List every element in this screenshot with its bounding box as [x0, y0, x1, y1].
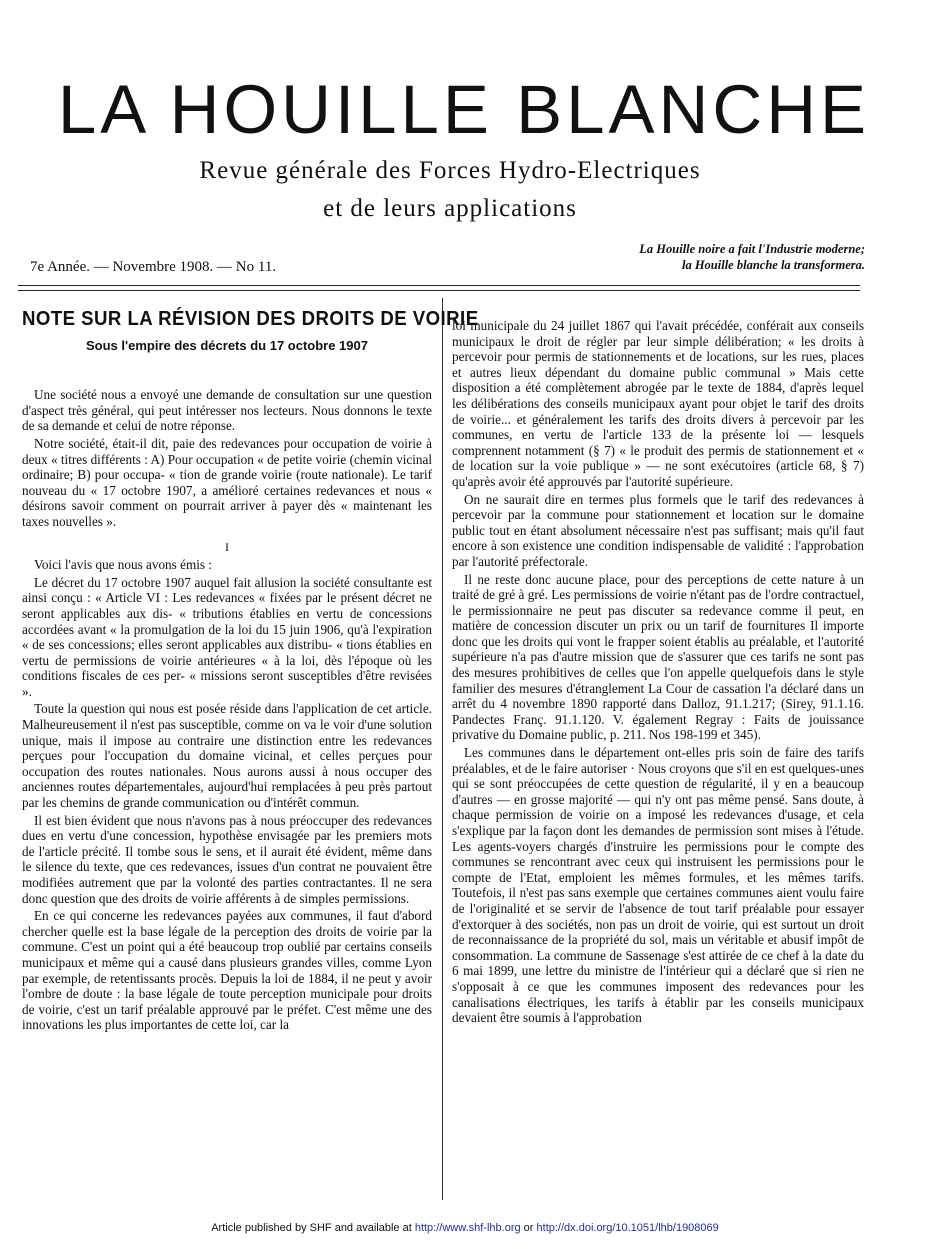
footer-link-doi[interactable]: http://dx.doi.org/10.1051/lhb/1908069: [536, 1222, 719, 1234]
header-rule-bottom: [18, 290, 860, 291]
paragraph: Les communes dans le département ont-elles pris soin de faire des tarifs préalables, et de le faire autoriser · Nous croyons que s'il en est quelques-unes qui se sont préoccupées de cette question de régularité, il y en a beaucoup d'autres — en grosse majorité — qui n'y ont pas même pensé. Sans doute, à chaque permission de voirie on a imposé les redevances d'usage, et cela s'explique par la façon dont les demandes de permission sont mises à l'étude. Les agents-voyers chargés d'instruire les permissions pour le compte des communes se rencontrant avec ceux qui instruisent les permissions pour le compte de l'Etat, emploient les mêmes formules, et les mêmes tarifs. Toutefois, il n'est pas sans exemple que certaines communes aient voulu faire de l'originalité et se servir de l'absence de tout tarif préalable pour essayer d'extorquer à des sociétés, non pas un droit de voirie, qui est surtout un droit de reconnaissance de la propriété du sol, mais un véritable et abusif impôt de consommation. La commune de Sassenage s'est attirée de ce chef à la date du 6 mai 1899, une lettre du ministre de l'intérieur qui a déclaré que si rien ne s'opposait à ce que les communes imposent des redevances pour les canalisations électriques, les tarifs à établir par les conseils municipaux devaient être soumis à l'approbation: [452, 745, 864, 1026]
paragraph: Une société nous a envoyé une demande de consultation sur une question d'aspect très général, qui peut intéresser nos lecteurs. Nous donnons le texte de sa demande et celui de notre réponse.: [22, 387, 432, 434]
journal-subtitle-line1: Revue générale des Forces Hydro-Electriques: [199, 157, 701, 184]
journal-subtitle-line2: et de leurs applications: [323, 195, 577, 222]
journal-title: LA HOUILLE BLANCHE: [57, 71, 871, 148]
paragraph: Il ne reste donc aucune place, pour des perceptions de cette nature à un traité de gré à gré. Les permissions de voirie n'étant pas de l'ordre contractuel, le permissionnaire ne peut pas discuter sa redevance comme il peut, en matière de concession discuter un prix ou un tarif de fournitures Il importe donc que les droits qui vont le frapper soient établis au préalable, et l'autorité supérieure n'a pas d'autre mission que de s'assurer que ces tarifs ne sont pas des mesures prohibitives de celles que l'on appelle quelquefois dans le style familier des mesures d'étranglement La Cour de cassation l'a déclaré dans un arrêt du 4 novembre 1890 rapporté dans Dalloz, 91.1.217; (Sirey, 91.1.16. Pandectes Franç. 91.1.120. V. également Regray : Faits de jouissance privative du Domaine public, p. 211. Nos 198-199 et 345).: [452, 571, 864, 743]
right-column: [452, 318, 864, 1026]
footer-separator: or: [520, 1222, 537, 1234]
paragraph: Il est bien évident que nous n'avons pas à nous préoccuper des redevances dues en vertu d'une concession, hypothèse envisagée par les premiers mots de l'article précité. Il tombe sous le sens, et il aurait été évident, même dans le silence du texte, que ces redevances, issues d'un contrat ne pouvaient être modifiées autrement que par la volonté des parties contractantes. Il ne sera donc question que des droits de voirie afférents à de simples permissions.: [22, 812, 432, 906]
motto-line1: La Houille noire a fait l'Industrie moderne;: [639, 242, 865, 256]
article-subtitle: Sous l'empire des décrets du 17 octobre 1907: [86, 337, 368, 353]
motto-line2: la Houille blanche la transformera.: [681, 258, 865, 272]
paragraph: Le décret du 17 octobre 1907 auquel fait allusion la société consultante est ainsi conçu : « Article VI : Les redevances « fixées par le présent décret ne seront applicables aux dis- « tributions établies en vertu de concessions accordées avant « la promulgation de la loi du 15 juin 1906, qu'à l'expiration « de ses concessions; elles seront applicables aux distribu- « tions établies en vertu de permissions de voirie antérieures « à la loi, dès l'époque où les conditions fiscales de ces per- « missions seront susceptibles d'être revisées ».: [22, 574, 432, 699]
section-number: I: [225, 539, 229, 554]
paragraph: En ce qui concerne les redevances payées aux communes, il faut d'abord chercher quelle est la base légale de la perception des droits de voirie par la commune. C'est un point qui a été beaucoup trop oublié par certains conseils municipaux et même qui a causé dans plusieurs grandes villes, comme Lyon par exemple, de retentissants procès. Depuis la loi de 1884, il ne peut y avoir l'ombre de doute : la base légale de toute perception municipale pour droits de voirie, c'est un tarif préalable approuvé par le préfet. C'est même une des innovations les plus importantes de cette loi, car la: [22, 908, 432, 1033]
footer-link-shf[interactable]: http://www.shf-lhb.org: [414, 1222, 521, 1234]
issue-info: 7e Année. — Novembre 1908. — No 11.: [30, 259, 277, 275]
publication-footer: [0, 1222, 930, 1234]
paragraph: Toute la question qui nous est posée réside dans l'application de cet article. Malheureusement il n'est pas susceptible, comme on va le voir d'une solution unique, mais il impose au contraire une distinction entre les redevances perçues pour l'occupation du domaine vicinal, et celles perçues pour occupation des routes nationales. Nous aurons aussi à nous occuper des anciennes routes départementales, aujourd'hui remplacées à peu près partout par les chemins de grande communication ou d'intérêt commun.: [22, 701, 432, 811]
footer-prefix: Article published by SHF and available at: [211, 1222, 415, 1234]
paragraph: loi municipale du 24 juillet 1867 qui l'avait précédée, conférait aux conseils municipaux le droit de régler par leur simple délibération; « les droits à percevoir pour permis de stationnements et de locations, sur les rues, places et autres lieux dépendant du domaine public communal » Mais cette disposition a été complètement abrogée par le texte de 1884, d'après lequel les délibérations des conseils municipaux ayant pour objet le tarif des droits de voirie... et généralement les tarifs des droits divers à percevoir par les communes, en vertu de l'article 133 de la présente loi — lesquels comprennent notamment (§ 7) « le produit des permis de stationnement et « de location sur la voie publique » — ne sont exécutoires (article 68, § 7) qu'après avoir été approuvés par l'autorité supérieure.: [452, 318, 864, 489]
article-title: NOTE SUR LA RÉVISION DES DROITS DE VOIRIE: [22, 308, 479, 330]
header-rule-top: [18, 285, 860, 286]
paragraph: On ne saurait dire en termes plus formels que le tarif des redevances à percevoir par la commune pour stationnement et location sur le domaine public tout en étant absolument nécessaire n'est pas suffisant; mais qu'il faut encore à son existence une condition indispensable de validité : l'approbation par l'autorité préfectorale.: [452, 491, 864, 569]
column-divider: [442, 298, 443, 1200]
paragraph: Notre société, était-il dit, paie des redevances pour occupation de voirie à deux « titres différents : A) Pour occupation « de petite voirie (chemin vicinal ordinaire; B) pour occupa- « tion de grande voirie (route nationale). Le tarif nouveau du « 17 octobre 1907, a amélioré certaines redevances et nous « désirons savoir comment on pourrait arriver à payer dès « maintenant les taxes nouvelles ».: [22, 435, 432, 529]
left-column: [22, 308, 479, 1033]
paragraph: Voici l'avis que nous avons émis :: [34, 557, 212, 573]
